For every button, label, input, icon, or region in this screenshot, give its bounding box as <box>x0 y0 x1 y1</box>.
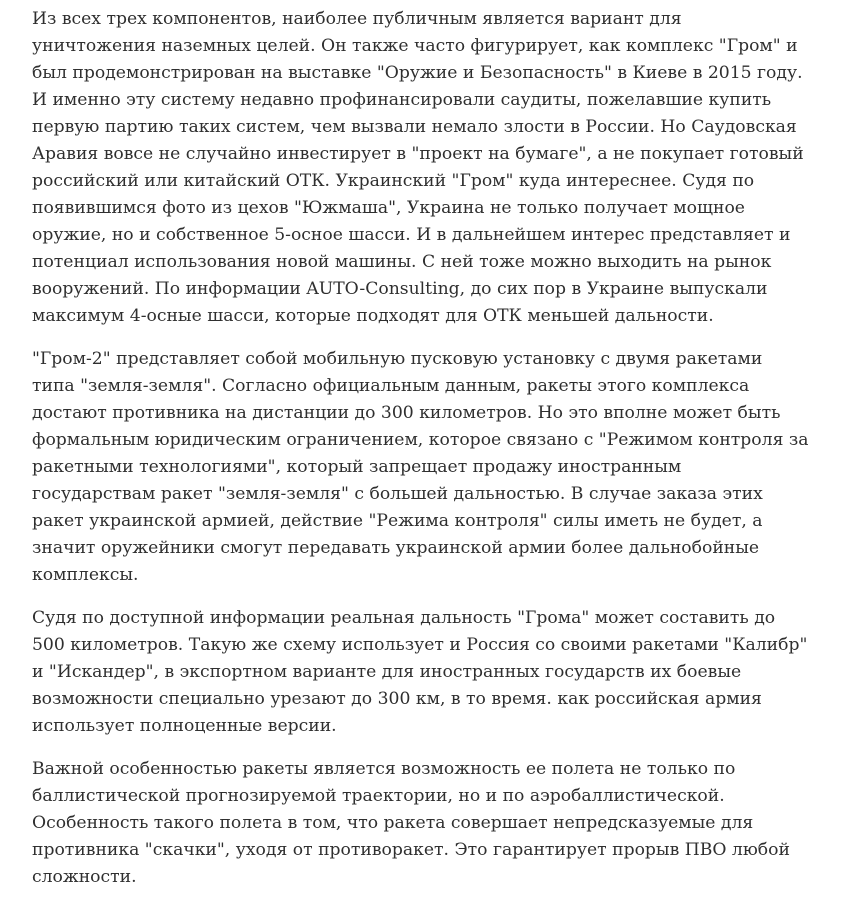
text-line: использует полноценные версии. <box>32 716 337 736</box>
paragraph-2 <box>32 346 840 589</box>
text-line: первую партию таких систем, чем вызвали немало злости в России. Но Саудовская <box>32 117 797 137</box>
text-line: Особенность такого полета в том, что ракета совершает непредсказуемые для <box>32 813 754 833</box>
text-line: Важной особенностью ракеты является возможность ее полета не только по <box>32 759 736 779</box>
text-line: возможности специально урезают до 300 км, в то время. как российская армия <box>32 689 762 709</box>
paragraph-4 <box>32 756 840 891</box>
text-line: Из всех трех компонентов, наиболее публичным является вариант для <box>32 9 682 29</box>
text-line: комплексы. <box>32 565 139 585</box>
text-line: государствам ракет "земля-земля" с большей дальностью. В случае заказа этих <box>32 484 763 504</box>
text-line: формальным юридическим ограничением, которое связано с "Режимом контроля за <box>32 430 809 450</box>
text-line: и "Искандер", в экспортном варианте для иностранных государств их боевые <box>32 662 742 682</box>
text-line: баллистической прогнозируемой траектории, но и по аэробаллистической. <box>32 786 725 806</box>
text-line: максимум 4-осные шасси, которые подходят для ОТК меньшей дальности. <box>32 306 714 326</box>
text-line: 500 километров. Такую же схему использует и Россия со своими ракетами "Калибр" <box>32 635 808 655</box>
text-line: достают противника на дистанции до 300 километров. Но это вполне может быть <box>32 403 781 423</box>
text-line: типа "земля-земля". Согласно официальным данным, ракеты этого комплекса <box>32 376 750 396</box>
text-line: ракетными технологиями", который запрещает продажу иностранным <box>32 457 682 477</box>
text-line: "Гром-2" представляет собой мобильную пусковую установку с двумя ракетами <box>32 349 763 369</box>
text-line: оружие, но и собственное 5-осное шасси. И в дальнейшем интерес представляет и <box>32 225 791 245</box>
text-line: И именно эту систему недавно профинансировали саудиты, пожелавшие купить <box>32 90 772 110</box>
text-line: значит оружейники смогут передавать украинской армии более дальнобойные <box>32 538 760 558</box>
paragraph-3 <box>32 605 840 740</box>
text-line: противника "скачки", уходя от противоракет. Это гарантирует прорыв ПВО любой <box>32 840 790 860</box>
text-line: вооружений. По информации AUTO-Consulting, до сих пор в Украине выпускали <box>32 279 768 299</box>
text-line: Аравия вовсе не случайно инвестирует в "проект на бумаге", а не покупает готовый <box>32 144 804 164</box>
text-line: был продемонстрирован на выставке "Оружие и Безопасность" в Киеве в 2015 году. <box>32 63 803 83</box>
text-line: Судя по доступной информации реальная дальность "Грома" может составить до <box>32 608 776 628</box>
text-line: потенциал использования новой машины. С ней тоже можно выходить на рынок <box>32 252 772 272</box>
text-line: появившимся фото из цехов "Южмаша", Украина не только получает мощное <box>32 198 745 218</box>
text-line: российский или китайский ОТК. Украинский "Гром" куда интереснее. Судя по <box>32 171 755 191</box>
text-line: уничтожения наземных целей. Он также часто фигурирует, как комплекс "Гром" и <box>32 36 798 56</box>
paragraph-1 <box>32 6 840 330</box>
text-line: ракет украинской армией, действие "Режима контроля" силы иметь не будет, а <box>32 511 763 531</box>
text-line: сложности. <box>32 867 137 887</box>
